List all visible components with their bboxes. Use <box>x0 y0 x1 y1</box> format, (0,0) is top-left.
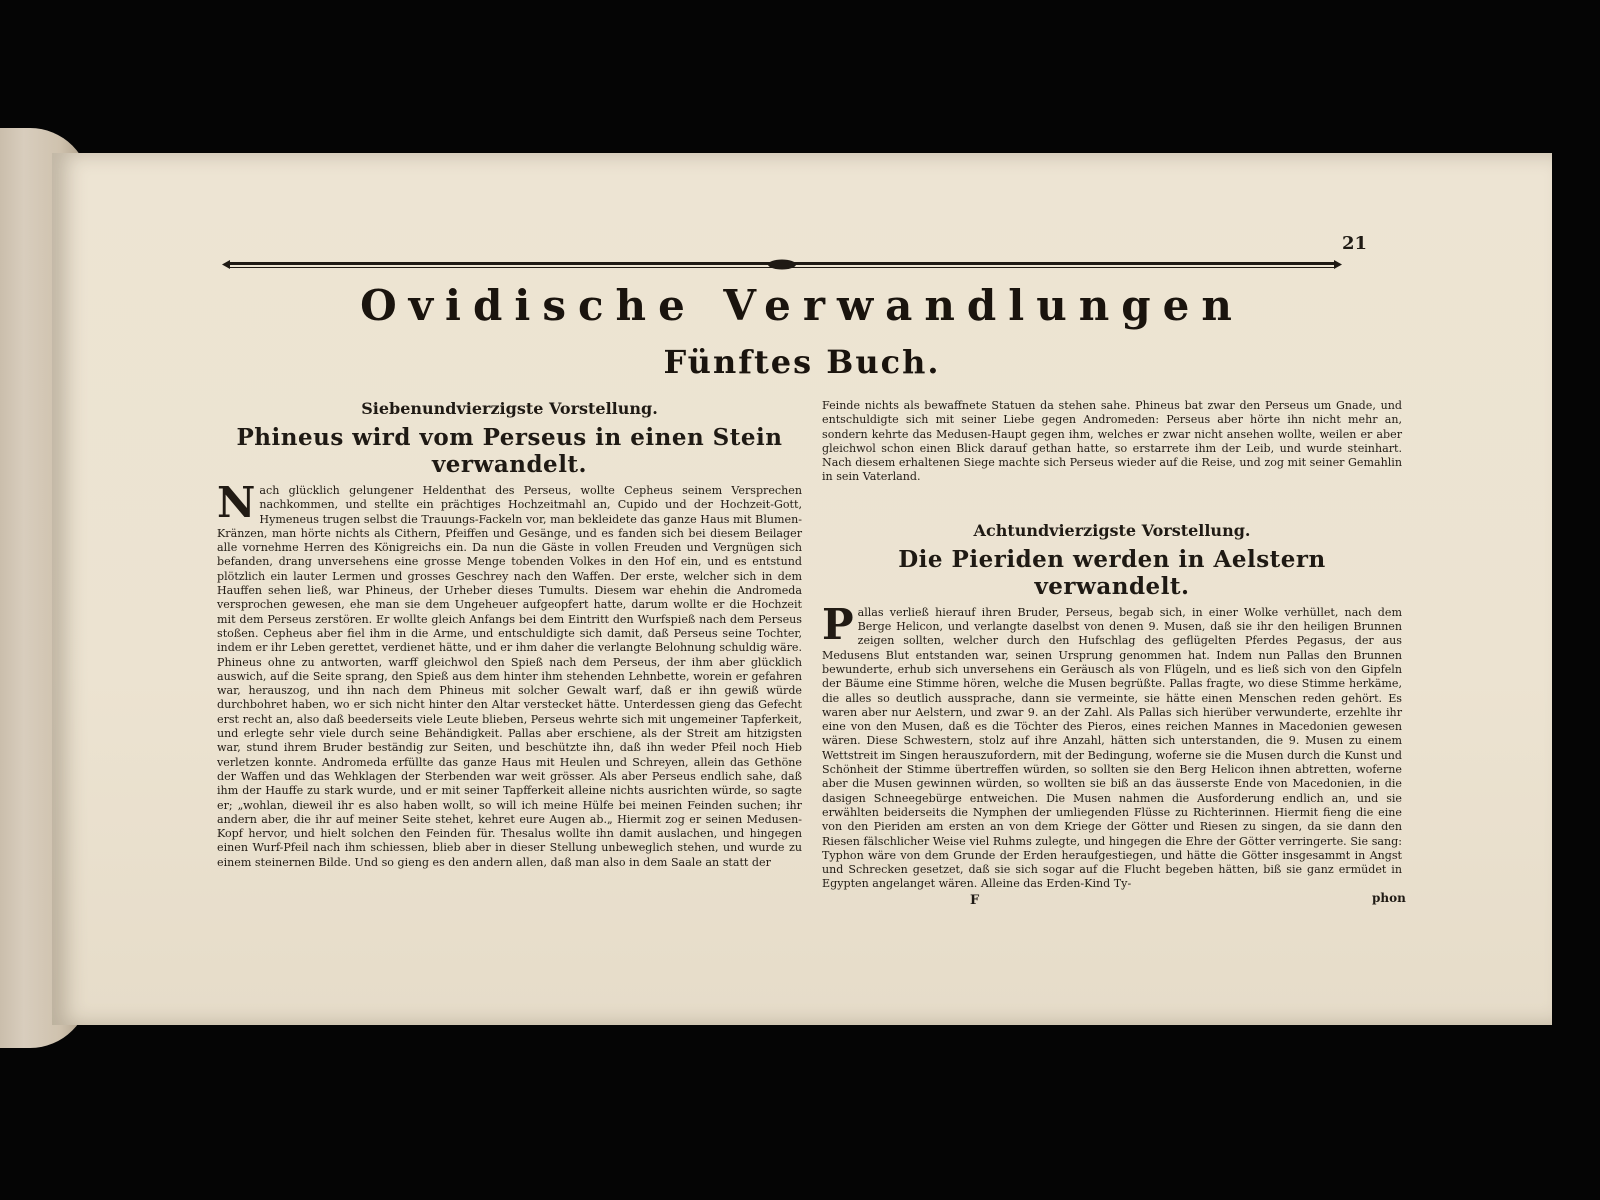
section-gap <box>822 485 1402 521</box>
catchword: phon <box>1372 891 1406 905</box>
page-number: 21 <box>1342 233 1368 254</box>
signature-mark: F <box>970 893 980 908</box>
section-title-47: Phineus wird vom Perseus in einen Stein verwandelt. <box>236 424 783 478</box>
section-text-47: Nach glücklich gelungener Heldenthat des Perseus, wollte Cepheus seinem Versprechen nachkommen, und stellte ein prächtiges Hochzeitmahl an, Cupido und der Hochzeit-Gott, Hymeneus trugen selbst die Trauungs-Fackeln vor, man bekleidete das ganze Haus mit Blumen-Kränzen, man hörte nichts als Cithern, Pfeiffen und Gesänge, und es fanden sich bei diesem Beilager alle vornehme Herren des Königreichs ein. Da nun die Gäste in vollen Freuden und Vergnügen sich befanden, drang unversehens eine grosse Menge tobenden Volkes in den Hof ein, und es entstund plötzlich ein lauter Lermen und grosses Geschrey nach den Waffen. Der erste, welcher sich in dem Hauffen sehen ließ, war Phineus, der Urheber dieses Tumults. Diesem war ehehin die Andromeda versprochen gewesen, ehe man sie dem Ungeheuer aufgeopfert hatte, darum wollte er die Hochzeit mit dem Perseus zerstören. Er wollte gleich Anfangs bei dem Eintritt den Wurfspieß nach dem Perseus stoßen. Cepheus aber fiel ihm in die Arme, und entschuldigte sich damit, daß Perseus seine Tochter, indem er ihr Leben gerettet, verdienet hätte, und er ihm daher die verlangte Belohnung schuldig wäre. Phineus ohne zu antworten, warff gleichwol den Spieß nach dem Perseus, der ihm aber glücklich auswich, auf die Seite sprang, den Spieß aus dem hinter ihm stehenden Lehnbette, worein er gefahren war, herauszog, und ihn nach dem Phineus mit solcher Gewalt warf, daß er ihn gewiß würde durchbohret haben, wo er sich nicht hinter den Altar verstecket hätte. Unterdessen gieng das Gefecht erst recht an, also daß beederseits viele Leute blieben, Perseus wehrte sich mit ungemeiner Tapferkeit, und erlegte sehr viele durch seine Behändigkeit. Pallas aber erschiene, als der Streit am hitzigsten war, stund ihrem Bruder beständig zur Seiten, und beschützte ihn, daß ihn weder Pfeil noch Hieb verletzen konnte. Andromeda erfüllte das ganze Haus mit Heulen und Schreyen, allein das Gethöne der Waffen und das Wehklagen der Sterbenden war weit grösser. Als aber Perseus endlich sahe, daß ihm der Hauffe zu stark wurde, und er mit seiner Tapfferkeit alleine nichts ausrichten würde, so sagte er; „wohlan, dieweil ihr es also haben wollt, so will ich meine Hülfe bei meinen Feinden suchen; ihr andern aber, die ihr auf meiner Seite stehet, kehret eure Augen ab.„ Hiermit zog er seinen Medusen-Kopf hervor, und hielt solchen den Feinden für. Thesalus wollte ihn damit auslachen, und hingegen einen Wurf-Pfeil nach ihm schiessen, blieb aber in dieser Stellung unbeweglich stehen, und wurde zu einem steinernen Bilde. Und so gieng es den andern allen, daß man also in dem Saale an statt der <box>217 478 802 869</box>
left-column <box>217 399 802 870</box>
section-heading-48: Achtundvierzigste Vorstellung. <box>973 520 1251 540</box>
book-page <box>52 153 1552 1025</box>
section-heading-47: Siebenundvierzigste Vorstellung. <box>361 399 658 418</box>
section-continuation-47: Feinde nichts als bewaffnete Statuen da stehen sahe. Phineus bat zwar den Perseus um Gnade, und entschuldigte sich mit seiner Liebe gegen Andromeden: Perseus aber hörte ihn nicht mehr an, sondern kehrte das Medusen-Haupt gegen ihm, welches er zwar nicht ansehen wollte, weilen er aber gleichwol schon einen Blick darauf gethan hatte, so erstarrete ihm der Leib, und wurde steinhart. Nach diesem erhaltenen Siege machte sich Perseus wieder auf die Reise, und zog mit seiner Gemahlin in sein Vaterland. <box>822 399 1402 484</box>
book-subtitle: Fünftes Buch. <box>663 343 941 381</box>
section-title-48: Die Pieriden werden in Aelstern verwandelt. <box>898 545 1326 600</box>
section-text-48: Pallas verließ hierauf ihren Bruder, Perseus, begab sich, in einer Wolke verhüllet, nach dem Berge Helicon, und verlangte daselbst von denen 9. Musen, daß sie ihr den heiligen Brunnen zeigen sollten, welcher durch den Hufschlag des geflügelten Pferdes Pegasus, der aus Medusens Blut entstanden war, seinen Ursprung genommen hat. Indem nun Pallas den Brunnen bewunderte, erhub sich unversehens ein Geräusch als von Flügeln, und es ließ sich von den Gipfeln der Bäume eine Stimme hören, welche die Musen begrüßte. Pallas fragte, wo diese Stimme herkäme, die alles so deutlich aussprache, dann sie vermeinte, sie hätte einen Menschen reden gehört. Es waren aber nur Aelstern, und zwar 9. an der Zahl. Als Pallas sich hierüber verwunderte, erzehlte ihr eine von den Musen, daß es die Töchter des Pieros, eines reichen Mannes in Macedonien gewesen wären. Diese Schwestern, stolz auf ihre Anzahl, hätten sich unterstanden, die 9. Musen zu einem Wettstreit im Singen herauszufordern, mit der Bedingung, woferne sie die Musen durch die Kunst und Schönheit der Stimme übertreffen würden, so sollten sie den Berg Helicon ihnen abtretten, woferne aber die Musen gewinnen würden, so wollten sie biß an das äusserste Ende von Macedonien, in die dasigen Schneegebürge entweichen. Die Musen nahmen die Ausforderung endlich an, und sie erwählten beiderseits die Nymphen der umliegenden Flüsse zu Richterinnen. Hiermit fieng die eine von den Pieriden am ersten an von dem Kriege der Götter und Riesen zu singen, da sie dann den Riesen fälschlicher Weise viel Ruhms zulegte, und hingegen die Ehre der Götter verringerte. Sie sang: Typhon wäre von dem Grunde der Erden heraufgestiegen, und hätte die Götter insgesammt in Angst und Schrecken gesetzet, daß sie sich sogar auf die Flucht begeben hätten, biß sie ganz ermüdet in Egypten angelanget wären. Alleine das Erden-Kind Ty- <box>822 599 1402 891</box>
ornamental-rule <box>222 258 1342 272</box>
right-column <box>822 399 1402 892</box>
book-title: Ovidische Verwandlungen <box>360 281 1244 330</box>
